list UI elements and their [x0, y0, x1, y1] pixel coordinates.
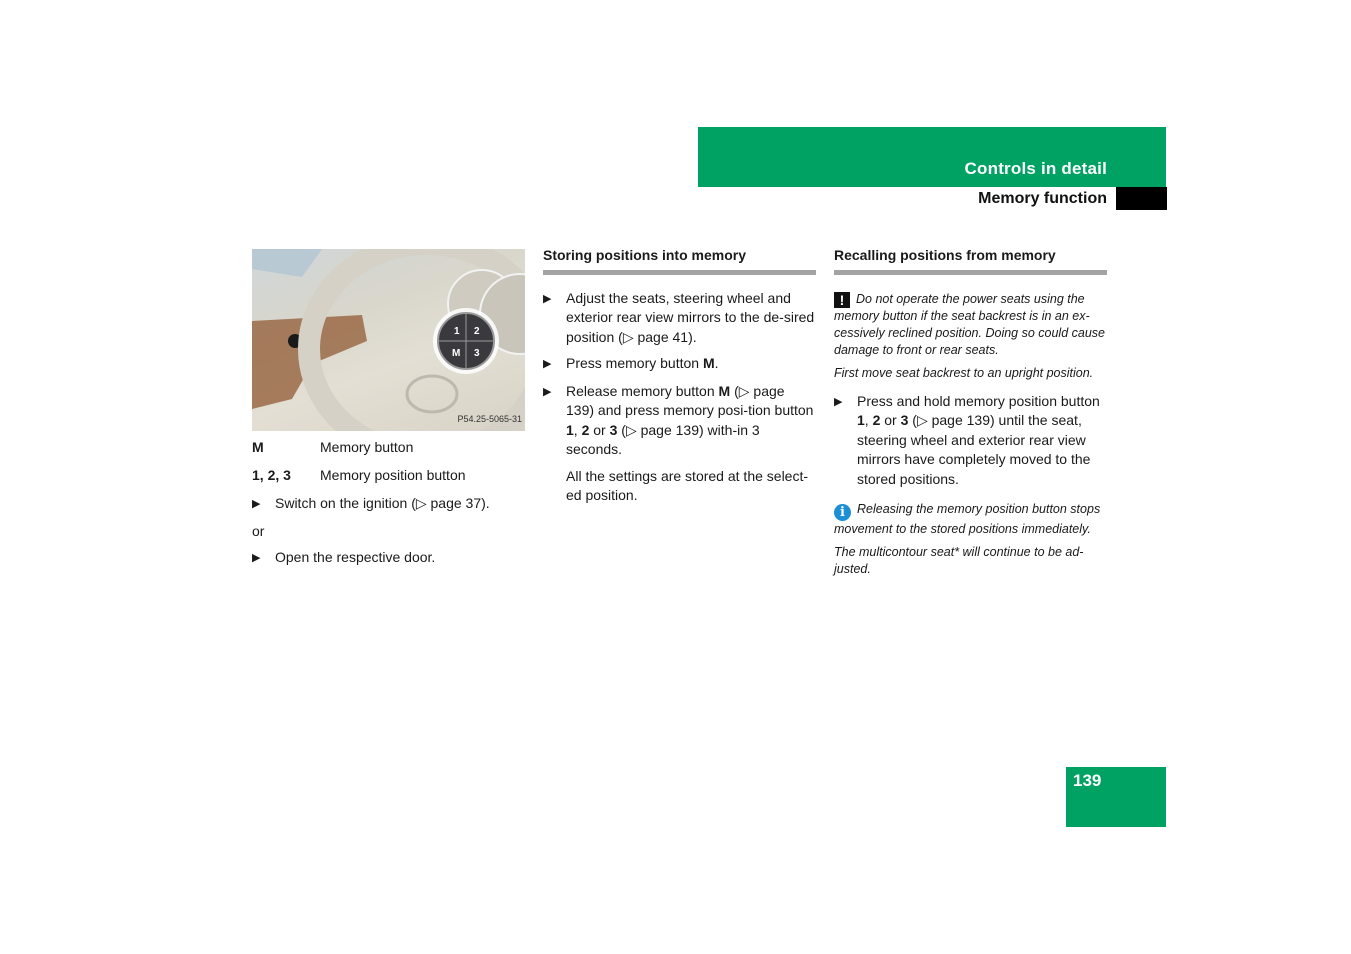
chapter-title: Controls in detail	[964, 159, 1107, 178]
info-note: i Releasing the memory position button stops movement to the stored positions immediately.	[834, 502, 1101, 536]
step-ignition: ▶ Switch on the ignition (▷ page 37).	[252, 494, 525, 515]
warning-follow: First move seat backrest to an upright position.	[834, 365, 1094, 380]
warning-icon: !	[834, 292, 850, 308]
step-adjust: ▶ Adjust the seats, steering wheel and exterior rear view mirrors to the de-sired position (▷ page 41).	[543, 289, 816, 348]
legend-text: Memory position button	[320, 467, 466, 484]
legend-row-m	[252, 437, 525, 459]
column-storing	[543, 246, 816, 506]
figure-code: P54.25-5065-31	[457, 413, 522, 424]
button-1-label: 1	[454, 326, 460, 337]
info-icon: i	[834, 504, 851, 521]
step-press-hold: ▶ Press and hold memory position button 1, 2 or 3 (▷ page 139) until the seat, steering wheel and exterior rear view mirrors have completely moved to the stored positions.	[834, 392, 1107, 490]
legend-text: Memory button	[320, 439, 414, 456]
legend-key: 1, 2, 3	[252, 467, 291, 484]
section-title: Memory function	[978, 190, 1107, 207]
column-recalling	[834, 246, 1107, 578]
info-follow: The multicontour seat* will continue to be ad-justed.	[834, 545, 1084, 576]
bullet-icon: ▶	[252, 552, 261, 564]
bullet-icon: ▶	[543, 385, 552, 398]
button-m-label: M	[452, 348, 461, 359]
storing-result: All the settings are stored at the select-ed position.	[566, 467, 809, 503]
legend-row-123	[252, 465, 525, 487]
button-2-label: 2	[474, 326, 480, 337]
steering-wheel-illustration	[252, 249, 525, 431]
recalling-heading: Recalling positions from memory	[834, 246, 1107, 275]
step-press-m: ▶ Press memory button M.	[543, 354, 816, 375]
warning-note: ! Do not operate the power seats using the memory button if the seat backrest is in an ex-cessively reclined position. Doing so could cause damage to front or rear seats.	[834, 291, 1105, 357]
bullet-icon: ▶	[834, 395, 843, 408]
button-3-label: 3	[474, 348, 480, 359]
page-ref-link[interactable]: ▷ page 41	[622, 328, 689, 345]
legend-key: M	[252, 439, 264, 456]
steering-wheel-photo	[252, 249, 525, 431]
page-ref-link[interactable]: ▷ page 37	[415, 495, 482, 511]
step-release-m: ▶ Release memory button M (▷ page 139) and press memory posi-tion button 1, 2 or 3 (▷ page 139) with-in 3 seconds.	[543, 382, 816, 460]
bullet-icon: ▶	[543, 292, 552, 305]
page-number: 139	[1073, 771, 1102, 790]
column-figure	[252, 249, 525, 569]
or-text: or	[252, 522, 265, 539]
bullet-icon: ▶	[543, 358, 552, 370]
section-marker	[1116, 187, 1167, 210]
step-open-door: ▶ Open the respective door.	[252, 548, 525, 569]
bullet-icon: ▶	[252, 498, 261, 510]
storing-heading: Storing positions into memory	[543, 246, 816, 275]
